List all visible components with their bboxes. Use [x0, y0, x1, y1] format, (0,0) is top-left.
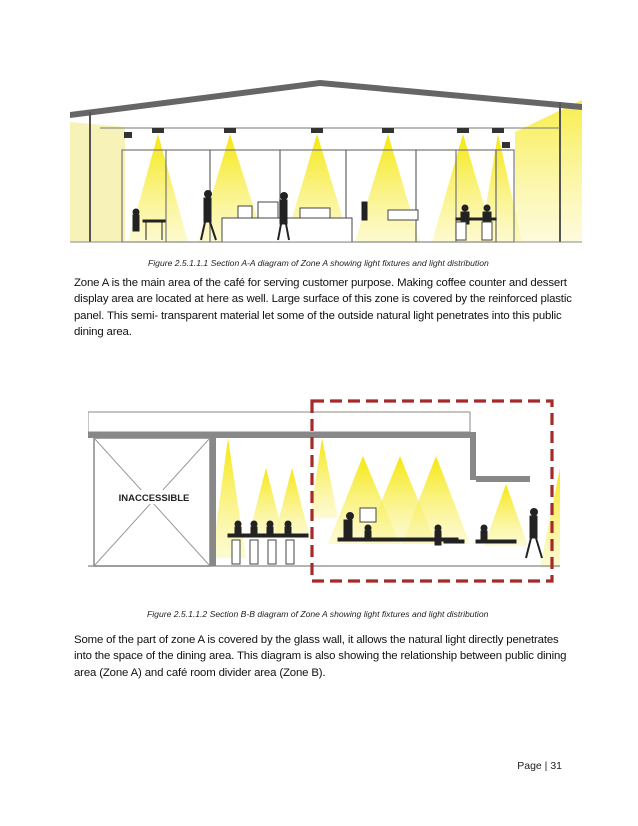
paragraph-zone-a-description: Zone A is the main area of the café for serving customer purpose. Making coffee counter and dessert display area are located at here as well. Large surface of this zone is covered by the reinforced plastic panel. This semi- transparent material let some of the outside natural light penetrates into this public dining area. [74, 277, 572, 339]
light-cones [212, 438, 560, 568]
outside-light-right [515, 100, 582, 242]
inaccessible-room [94, 438, 210, 566]
page-number: Page | 31 [517, 760, 562, 772]
roof [70, 80, 582, 118]
figure-2-caption: Figure 2.5.1.1.2 Section B-B diagram of Zone A showing light fixtures and light distribution [147, 609, 489, 619]
paragraph-glass-wall-description: Some of the part of zone A is covered by the glass wall, it allows the natural light directly penetrates into the space of the dining area. This diagram is also showing the relationship between public dining area (Zone A) and café room divider area (Zone B). [74, 634, 567, 679]
section-a-a-diagram [70, 72, 582, 248]
outside-light-left [70, 122, 125, 242]
figure-1-caption: Figure 2.5.1.1.1 Section A-A diagram of Zone A showing light fixtures and light distribution [148, 258, 489, 268]
section-b-b-diagram [88, 398, 560, 586]
inaccessible-label: INACCESSIBLE [118, 493, 190, 504]
